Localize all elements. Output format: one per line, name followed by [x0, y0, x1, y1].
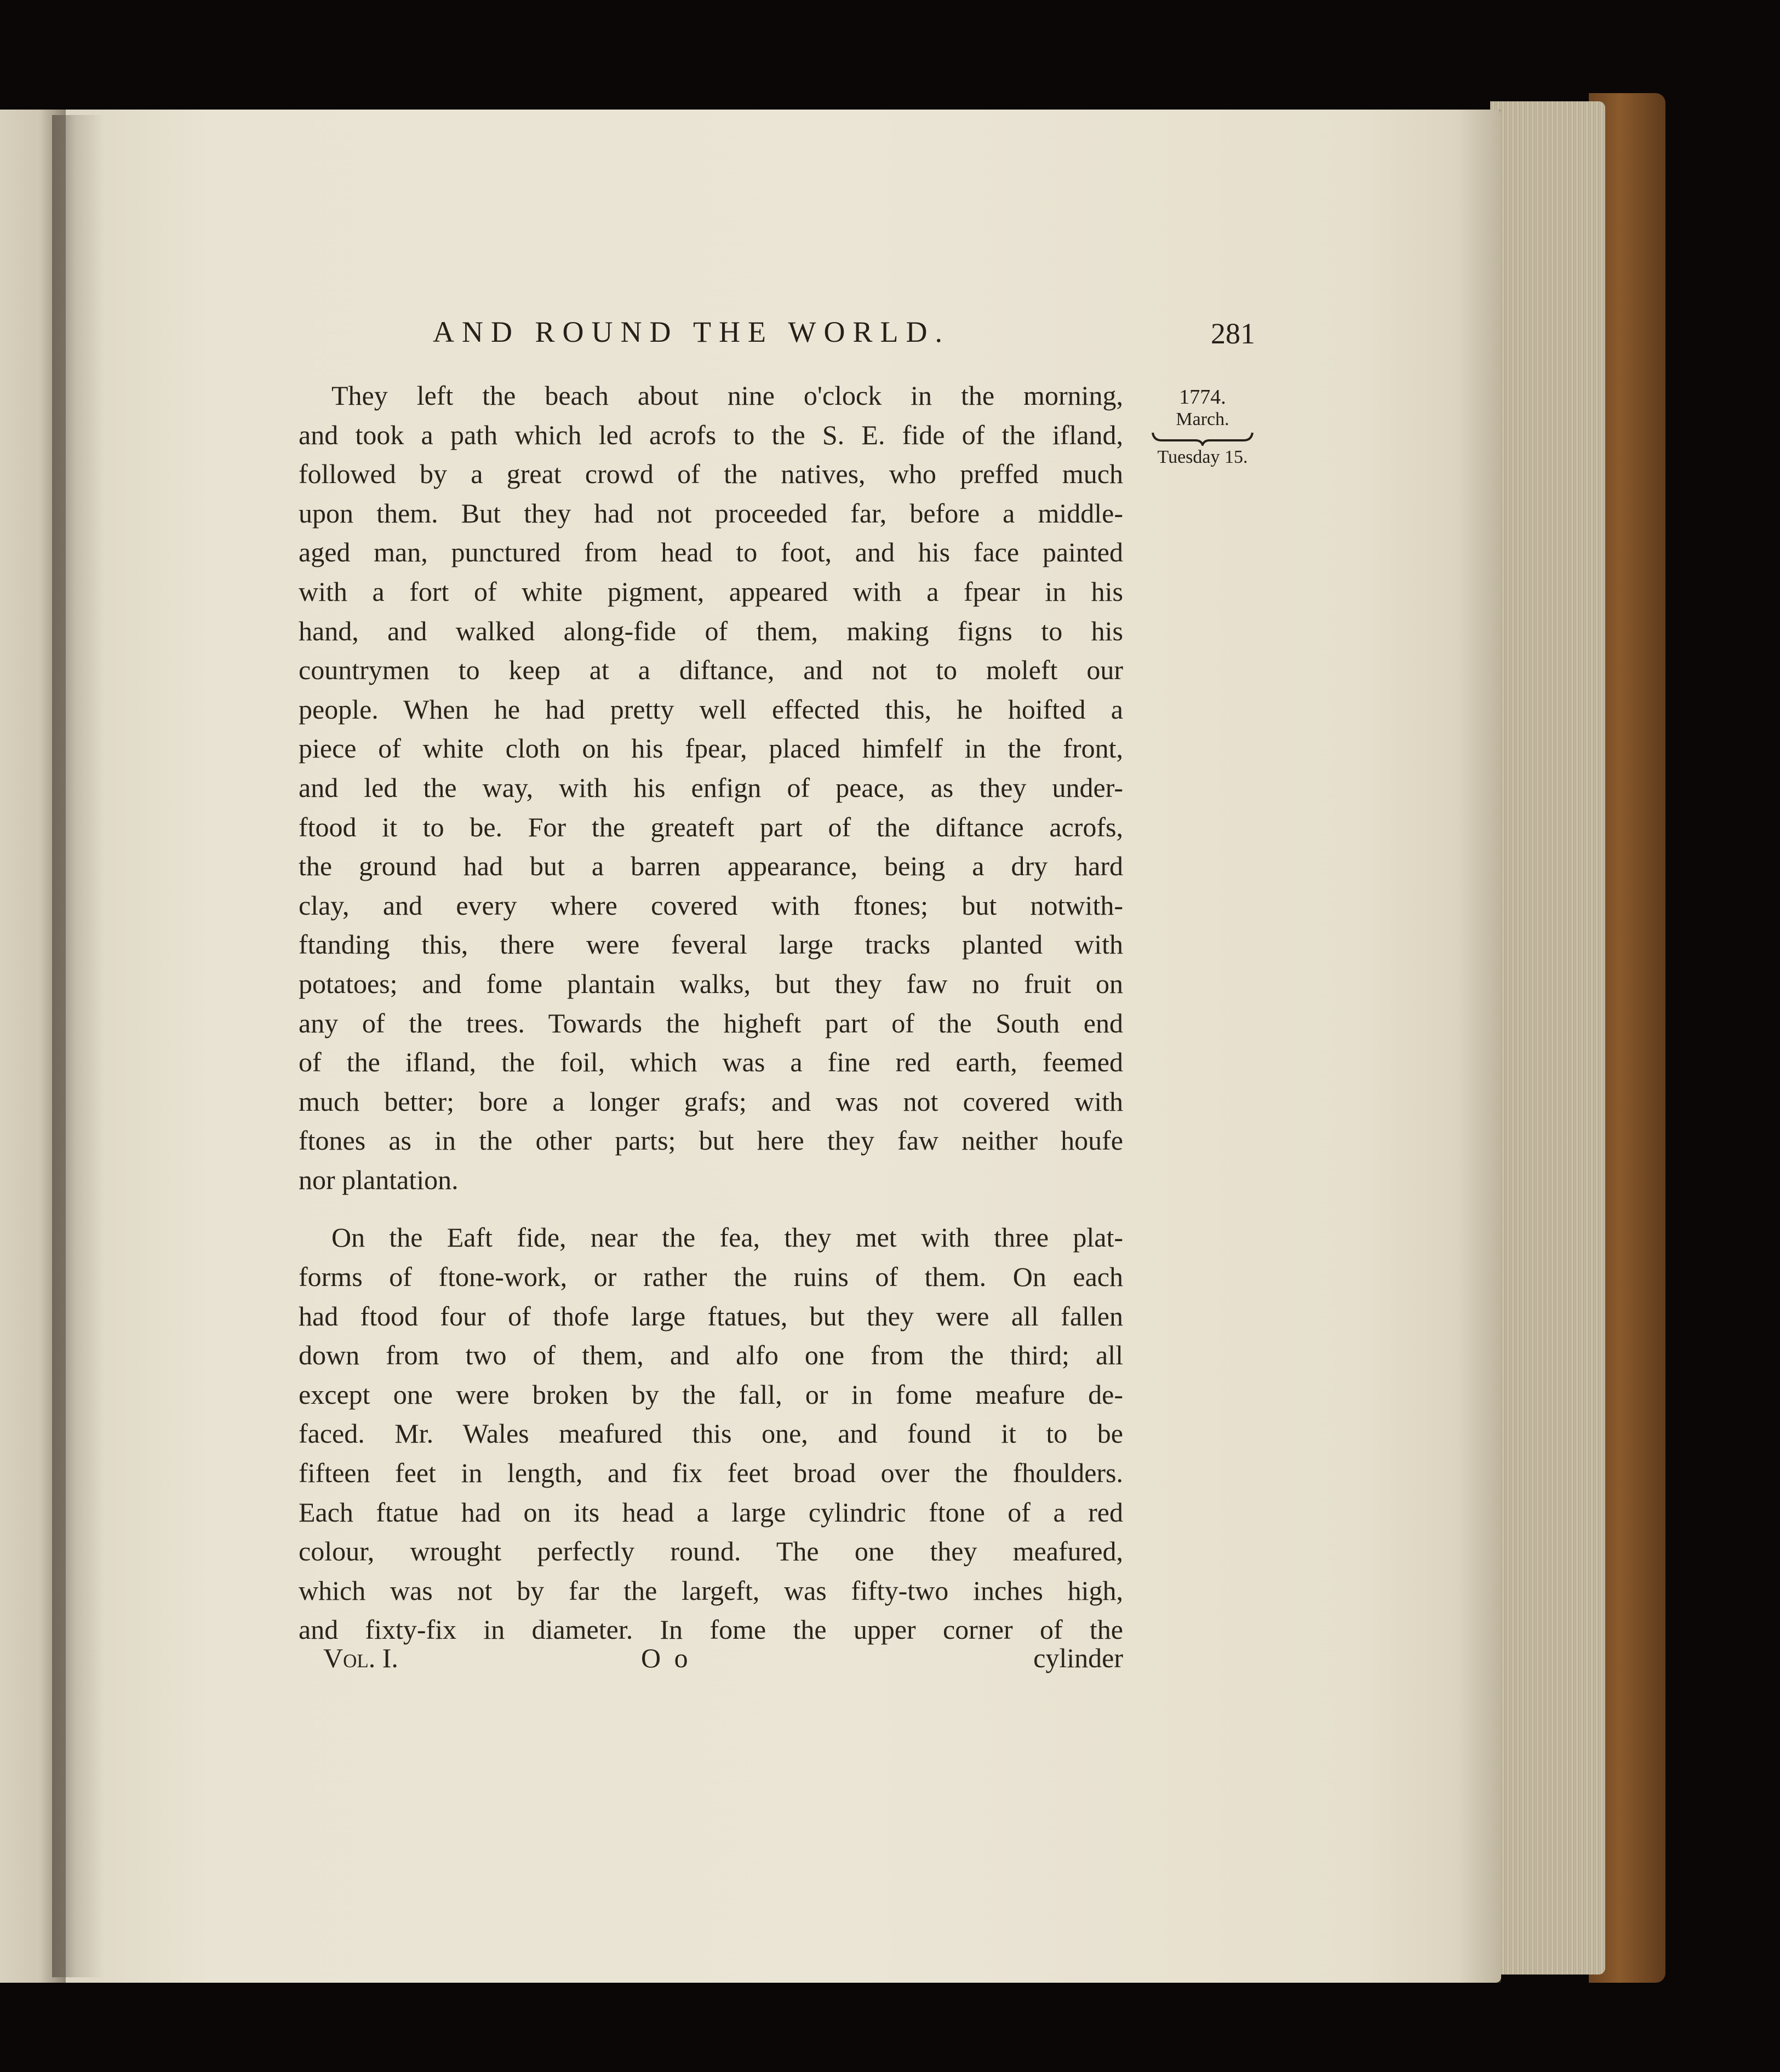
text-line: clay, and every where covered with ftones; but notwith-	[299, 889, 1123, 921]
text-line: colour, wrought perfectly round. The one they meafured,	[299, 1536, 1123, 1567]
catchword: cylinder	[1033, 1643, 1123, 1673]
text-line: They left the beach about nine o'clock in the morning,	[331, 380, 1123, 411]
volume-label: Vol. I.	[323, 1643, 398, 1673]
text-line: had ftood four of thofe large ftatues, but they were all fallen	[299, 1300, 1123, 1331]
margin-date-note	[1148, 386, 1257, 468]
text-line: ftood it to be. For the greateft part of the diftance acrofs,	[299, 811, 1123, 842]
text-line: of the ifland, the foil, which was a fine red earth, feemed	[299, 1047, 1123, 1078]
text-line: and fixty-fix in diameter. In fome the upper corner of the	[299, 1614, 1123, 1645]
text-line: fifteen feet in length, and fix feet broad over the fhoulders.	[299, 1457, 1123, 1489]
text-line: much better; bore a longer grafs; and was not covered with	[299, 1086, 1123, 1117]
page-number: 281	[1211, 317, 1255, 350]
text-line: except one were broken by the fall, or in fome meafure de-	[299, 1379, 1123, 1410]
text-line: upon them. But they had not proceeded far, before a middle-	[299, 497, 1123, 529]
text-line: followed by a great crowd of the natives, who preffed much	[299, 458, 1123, 490]
binding-gutter	[52, 115, 104, 1977]
text-line: faced. Mr. Wales meafured this one, and found it to be	[299, 1418, 1123, 1449]
text-line: piece of white cloth on his fpear, placed himfelf in the front,	[299, 733, 1123, 764]
text-line: potatoes; and fome plantain walks, but they faw no fruit on	[299, 968, 1123, 999]
text-line: aged man, punctured from head to foot, and his face painted	[299, 537, 1123, 568]
margin-day: Tuesday 15.	[1157, 447, 1248, 468]
text-line: Each ftatue had on its head a large cylindric ftone of a red	[299, 1496, 1123, 1528]
text-line: down from two of them, and alfo one from the third; all	[299, 1340, 1123, 1371]
paragraph-2	[299, 1218, 1123, 1650]
text-line: people. When he had pretty well effected this, he hoifted a	[299, 693, 1123, 725]
paragraph-gap	[299, 1199, 1123, 1218]
text-line: and took a path which led acrofs to the S. E. fide of the ifland,	[299, 419, 1123, 450]
text-line: with a fort of white pigment, appeared with a fpear in his	[299, 576, 1123, 607]
running-head: AND ROUND THE WORLD.	[433, 315, 950, 348]
text-line: On the Eaft fide, near the fea, they met with three plat-	[331, 1222, 1123, 1253]
signature-mark: O o	[641, 1643, 691, 1673]
text-line: the ground had but a barren appearance, being a dry hard	[299, 851, 1123, 882]
page-edge-shadow	[1457, 110, 1501, 1983]
page-footer	[323, 1642, 1123, 1681]
text-line: ftanding this, there were feveral large tracks planted with	[299, 929, 1123, 960]
text-line: nor plantation.	[299, 1164, 459, 1195]
curly-brace-icon	[1151, 431, 1255, 446]
text-line: countrymen to keep at a diftance, and not to moleft our	[299, 655, 1123, 686]
text-line: and led the way, with his enfign of peace, as they under-	[299, 772, 1123, 803]
margin-year: 1774.	[1179, 386, 1226, 409]
text-line: ftones as in the other parts; but here they faw neither houfe	[299, 1125, 1123, 1156]
margin-month: March.	[1176, 409, 1229, 429]
page-block-edges	[1490, 101, 1605, 1975]
paragraph-1	[299, 376, 1123, 1199]
text-line: any of the trees. Towards the higheft part of the South end	[299, 1007, 1123, 1038]
text-line: forms of ftone-work, or rather the ruins of them. On each	[299, 1261, 1123, 1293]
text-line: which was not by far the largeft, was fifty-two inches high,	[299, 1575, 1123, 1606]
text-line: hand, and walked along-fide of them, making figns to his	[299, 615, 1123, 646]
body-text	[299, 376, 1123, 1650]
